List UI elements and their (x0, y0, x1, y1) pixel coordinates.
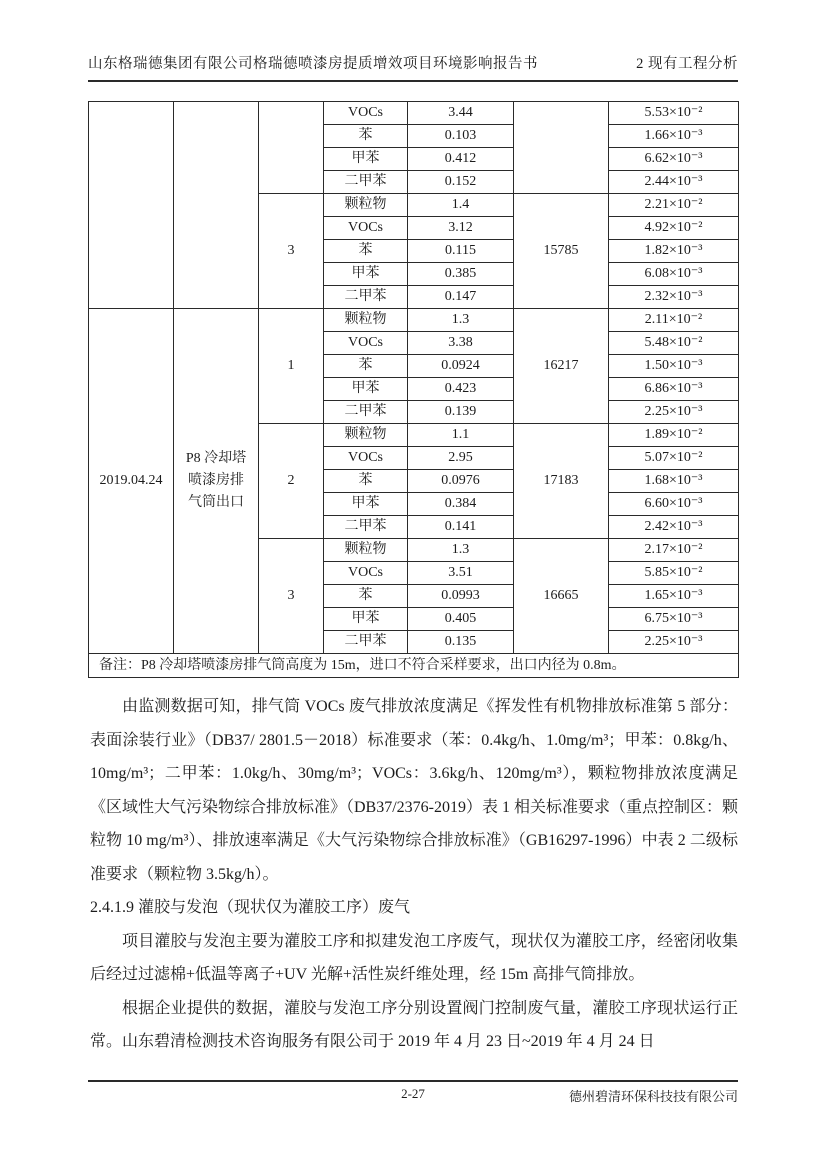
pollutant-cell: VOCs (324, 562, 408, 585)
concentration-cell: 1.3 (408, 309, 514, 332)
concentration-cell: 0.147 (408, 286, 514, 309)
flow-cell-empty (514, 102, 609, 194)
rate-cell: 2.32×10⁻³ (609, 286, 739, 309)
rate-cell: 1.65×10⁻³ (609, 585, 739, 608)
sample-number-cell-empty (259, 102, 324, 194)
rate-cell: 1.82×10⁻³ (609, 240, 739, 263)
concentration-cell: 0.384 (408, 493, 514, 516)
rate-cell: 2.21×10⁻² (609, 194, 739, 217)
concentration-cell: 0.0976 (408, 470, 514, 493)
concentration-cell: 0.0924 (408, 355, 514, 378)
pollutant-cell: 苯 (324, 585, 408, 608)
rate-cell: 5.48×10⁻² (609, 332, 739, 355)
pollutant-cell: 二甲苯 (324, 171, 408, 194)
pollutant-cell: 二甲苯 (324, 286, 408, 309)
rate-cell: 2.25×10⁻³ (609, 631, 739, 654)
pollutant-cell: 二甲苯 (324, 401, 408, 424)
rate-cell: 5.07×10⁻² (609, 447, 739, 470)
concentration-cell: 3.12 (408, 217, 514, 240)
pollutant-cell: 颗粒物 (324, 194, 408, 217)
flow-cell: 17183 (514, 424, 609, 539)
concentration-cell: 0.412 (408, 148, 514, 171)
paragraph-glue-foam-process: 项目灌胶与发泡主要为灌胶工序和拟建发泡工序废气，现状仅为灌胶工序，经密闭收集后经过过滤棉+低温等离子+UV 光解+活性炭纤维处理，经 15m 高排气筒排放。 (90, 932, 738, 983)
pollutant-cell: 甲苯 (324, 493, 408, 516)
pollutant-cell: 苯 (324, 355, 408, 378)
date-cell-empty (89, 102, 174, 309)
rate-cell: 1.89×10⁻² (609, 424, 739, 447)
header-left-title: 山东格瑞德集团有限公司格瑞德喷漆房提质增效项目环境影响报告书 (88, 56, 538, 72)
flow-cell: 16665 (514, 539, 609, 654)
rate-cell: 1.66×10⁻³ (609, 125, 739, 148)
location-cell (174, 309, 259, 654)
rate-cell: 6.60×10⁻³ (609, 493, 739, 516)
pollutant-cell: 甲苯 (324, 263, 408, 286)
concentration-cell: 0.103 (408, 125, 514, 148)
rate-cell: 1.50×10⁻³ (609, 355, 739, 378)
rate-cell: 6.62×10⁻³ (609, 148, 739, 171)
sample-number-cell: 2 (259, 424, 324, 539)
concentration-cell: 3.44 (408, 102, 514, 125)
rate-cell: 2.42×10⁻³ (609, 516, 739, 539)
concentration-cell: 0.405 (408, 608, 514, 631)
concentration-cell: 0.152 (408, 171, 514, 194)
pollutant-cell: 甲苯 (324, 608, 408, 631)
pollutant-cell: 苯 (324, 470, 408, 493)
pollutant-cell: 颗粒物 (324, 539, 408, 562)
monitoring-data-table (88, 101, 739, 678)
paragraph-monitoring-conclusion: 由监测数据可知，排气筒 VOCs 废气排放浓度满足《挥发性有机物排放标准第 5 部分：表面涂装行业》（DB37/ 2801.5－2018）标准要求（苯：0.4kg/h、1.0mg/m³；甲苯：0.8kg/h、10mg/m³；二甲苯：1.0kg/h、30mg/m³；VOCs：3.6kg/h、120mg/m³），颗粒物排放浓度满足《区域性大气污染物综合排放标准》（DB37/2376-2019）表 1 相关标准要求（重点控制区：颗粒物 10 mg/m³）、排放速率满足《大气污染物综合排放标准》（GB16297-1996）中表 2 二级标准要求（颗粒物 3.5kg/h）。 (90, 698, 739, 883)
concentration-cell: 1.3 (408, 539, 514, 562)
pollutant-cell: VOCs (324, 447, 408, 470)
sample-number-cell: 1 (259, 309, 324, 424)
location-text: P8 冷却塔喷漆房排气筒出口 (185, 451, 247, 510)
rate-cell: 2.11×10⁻² (609, 309, 739, 332)
rate-cell: 5.85×10⁻² (609, 562, 739, 585)
pollutant-cell: VOCs (324, 217, 408, 240)
body-text (90, 690, 738, 1059)
flow-cell: 16217 (514, 309, 609, 424)
sample-number-cell: 3 (259, 539, 324, 654)
concentration-cell: 0.139 (408, 401, 514, 424)
rate-cell: 2.25×10⁻³ (609, 401, 739, 424)
rate-cell: 4.92×10⁻² (609, 217, 739, 240)
rate-cell: 2.17×10⁻² (609, 539, 739, 562)
rate-cell: 1.68×10⁻³ (609, 470, 739, 493)
concentration-cell: 0.385 (408, 263, 514, 286)
rate-cell: 6.08×10⁻³ (609, 263, 739, 286)
section-heading-2419: 2.4.1.9 灌胶与发泡（现状仅为灌胶工序）废气 (90, 899, 411, 916)
page-footer (88, 1080, 738, 1112)
pollutant-cell: 苯 (324, 125, 408, 148)
pollutant-cell: VOCs (324, 102, 408, 125)
page-number: 2-27 (401, 1086, 425, 1101)
table-row (89, 654, 739, 678)
footer-company: 德州碧清环保科技技有限公司 (568, 1089, 738, 1104)
pollutant-cell: 颗粒物 (324, 424, 408, 447)
rate-cell: 2.44×10⁻³ (609, 171, 739, 194)
concentration-cell: 2.95 (408, 447, 514, 470)
pollutant-cell: 甲苯 (324, 148, 408, 171)
concentration-cell: 1.4 (408, 194, 514, 217)
concentration-cell: 0.0993 (408, 585, 514, 608)
concentration-cell: 3.51 (408, 562, 514, 585)
sample-number-cell: 3 (259, 194, 324, 309)
concentration-cell: 0.141 (408, 516, 514, 539)
paragraph-enterprise-data: 根据企业提供的数据，灌胶与发泡工序分别设置阀门控制废气量，灌胶工序现状运行正常。山东碧清检测技术咨询服务有限公司于 2019 年 4 月 23 日~2019 年 4 月 24 日 (90, 999, 738, 1050)
table-row (89, 309, 739, 332)
pollutant-cell: 颗粒物 (324, 309, 408, 332)
concentration-cell: 0.115 (408, 240, 514, 263)
rate-cell: 6.75×10⁻³ (609, 608, 739, 631)
concentration-cell: 0.423 (408, 378, 514, 401)
location-cell-empty (174, 102, 259, 309)
pollutant-cell: 二甲苯 (324, 516, 408, 539)
flow-cell: 15785 (514, 194, 609, 309)
rate-cell: 6.86×10⁻³ (609, 378, 739, 401)
rate-cell: 5.53×10⁻² (609, 102, 739, 125)
page-header (88, 52, 738, 82)
concentration-cell: 1.1 (408, 424, 514, 447)
pollutant-cell: VOCs (324, 332, 408, 355)
date-cell: 2019.04.24 (89, 309, 174, 654)
note-cell: 备注：P8 冷却塔喷漆房排气筒高度为 15m，进口不符合采样要求，出口内径为 0.8m。 (89, 654, 739, 678)
pollutant-cell: 甲苯 (324, 378, 408, 401)
pollutant-cell: 二甲苯 (324, 631, 408, 654)
concentration-cell: 3.38 (408, 332, 514, 355)
concentration-cell: 0.135 (408, 631, 514, 654)
table-row (89, 102, 739, 125)
pollutant-cell: 苯 (324, 240, 408, 263)
header-right-chapter: 2 现有工程分析 (636, 56, 738, 72)
